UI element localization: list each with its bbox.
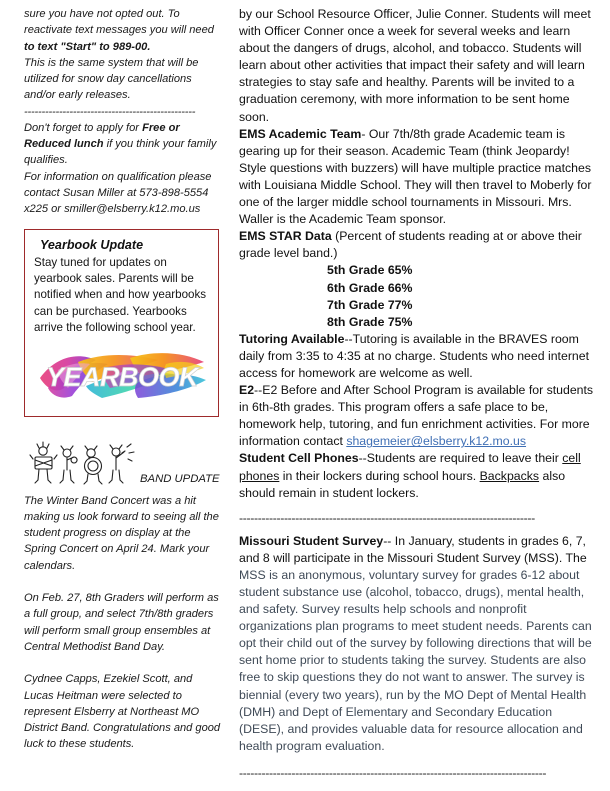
- text-alert-line-4: utilized for snow day cancellations: [24, 73, 192, 86]
- academic-team-heading: EMS Academic Team: [239, 126, 362, 141]
- e2-contact-email-link[interactable]: shagemeier@elsberry.k12.mo.us: [346, 434, 527, 449]
- yearbook-title: Yearbook Update: [40, 237, 144, 252]
- cell-phones-text-2: in their lockers during school hours.: [279, 468, 480, 483]
- tutoring-body: --Tutoring is available in the BRAVES room daily from 3:35 to 4:35 at no charge. Students who need internet access for homework are welcome as well.: [239, 331, 590, 380]
- band-paragraph-3: Cydnee Capps, Ezekiel Scott, and Lucas Heitman were selected to represent Elsberry at Northeast MO District Band. Congratulations and good luck to these students.: [24, 673, 221, 751]
- e2-program-paragraph: [239, 382, 594, 450]
- star-data-subtitle: (Percent of students reading at or above their grade level band.): [239, 229, 582, 261]
- free-reduced-lunch-paragraph: [24, 120, 224, 169]
- star-data-paragraph: [239, 228, 594, 262]
- text-alert-start-instruction: to text "Start" to 989-00.: [24, 40, 151, 53]
- star-data-heading: EMS STAR Data: [239, 229, 332, 244]
- cell-phones-heading: Student Cell Phones: [239, 451, 359, 466]
- tutoring-heading: Tutoring Available: [239, 331, 345, 346]
- cell-phones-underline-2: Backpacks: [479, 468, 540, 483]
- right-spacer-3: [239, 755, 594, 765]
- missouri-survey-body: MSS is an anonymous, voluntary survey for grades 6-12 about student substance use (alcohol, tobacco, drugs), mental health, and safety. Survey results help schools and nonprofit organizations plan programs to meet student needs. Parents can opt their child out of the survey by following directions that will be sent home prior to students taking the survey. Students are also free to skip questions they do not want to answer. The survey is biennial (every two years), run by the MO Dept of Mental Health (DMH) and Dept of Elementary and Secondary Education (DESE), and provides valuable data for resource allocation and health program evaluation.: [239, 567, 592, 753]
- lunch-bold-2: lunch: [73, 138, 104, 151]
- band-paragraph-2: On Feb. 27, 8th Graders will perform as a full group, and select 7th/8th graders will perform small group ensembles at Central Methodist Band Day.: [24, 592, 219, 653]
- text-alert-line-2: reactivate text messages you will need: [24, 24, 214, 37]
- lunch-info-line-4: contact Susan Miller at 573-898-5554: [24, 186, 209, 199]
- cell-phones-text-3: also should remain in student lockers.: [239, 468, 566, 500]
- yearbook-brushstroke-graphic: [34, 344, 210, 406]
- star-grade-row: 6th Grade 66%: [327, 280, 413, 295]
- left-column: [24, 6, 224, 753]
- cell-phones-paragraph: [239, 450, 594, 501]
- yearbook-update-box: [24, 229, 219, 417]
- band-update-heading: BAND UPDATE: [140, 472, 220, 485]
- lunch-text-part-2: if you think your family qualifies.: [24, 138, 217, 167]
- band-figures-sketch: [27, 437, 137, 489]
- lunch-info-line-3: For information on qualification please: [24, 170, 212, 183]
- lunch-bold-1: Free or Reduced: [24, 121, 180, 151]
- star-data-grade-list: [239, 262, 594, 330]
- band-spacer-1: [24, 574, 224, 590]
- marching-band-icon: [27, 437, 137, 489]
- text-alert-line-1: sure you have not opted out. To: [24, 8, 180, 20]
- tutoring-paragraph: [239, 331, 594, 382]
- band-update-header-area: [24, 437, 224, 493]
- yearbook-logo-image: [34, 344, 210, 406]
- cell-phones-underline-1: cell phones: [239, 451, 581, 483]
- band-paragraph-1: The Winter Band Concert was a hit making us look forward to seeing all the student progress on display at the Spring Concert on April 24. Mark your calendars.: [24, 494, 219, 572]
- missouri-survey-intro: -- In January, students in grades 6, 7, and 8 will participate in the Missouri Student Survey (MSS). The: [239, 533, 587, 565]
- right-column: [239, 6, 594, 782]
- star-grade-row: 5th Grade 65%: [327, 263, 413, 278]
- lunch-text-part-1: Don't forget to apply for: [24, 121, 143, 134]
- text-alert-line-3: This is the same system that will be: [24, 56, 199, 69]
- cell-phones-text-1: --Students are required to leave their: [358, 451, 563, 466]
- divider-dashed-3: ----------------------------------------------------------------------------------: [239, 765, 547, 780]
- star-grade-row: 7th Grade 77%: [327, 297, 413, 312]
- divider-dashed-1: -------------------------------------------------: [24, 105, 196, 118]
- academic-team-paragraph: [239, 126, 594, 229]
- dare-program-paragraph: by our School Resource Officer, Julie Conner. Students will meet with Officer Conner once a week for several weeks and learn about the dangers of drugs, alcohol, and tobacco. Students will learn about other activities that impact their safety and will learn strategies to stay safe and healthy. Parents will be invited to a graduation ceremony, with more information to be sent home soon.: [239, 7, 591, 124]
- academic-team-body: - Our 7th/8th grade Academic team is gearing up for their season. Academic Team (think Jeopardy! Style questions with buzzers) will have multiple practice matches with Louisiana Middle School. They will then travel to Moberly for one of the larger middle school tournaments in Missouri. Mrs. Waller is the Academic Team sponsor.: [239, 126, 592, 227]
- e2-heading: E2: [239, 383, 255, 398]
- divider-dashed-2: -------------------------------------------------------------------------------: [239, 510, 535, 525]
- text-alert-line-5: and/or early releases.: [24, 89, 131, 102]
- e2-body: --E2 Before and After School Program is available for students in 6th-8th grades. This program offers a safe place to be, homework help, tutoring, and fun enrichment activities. For more information contact: [239, 383, 594, 449]
- yearbook-body-text: Stay tuned for updates on yearbook sales. Parents will be notified when and how yearbooks can be purchased. Yearbooks arrive the following school year.: [34, 255, 207, 335]
- star-grade-row: 8th Grade 75%: [327, 314, 413, 329]
- missouri-survey-heading: Missouri Student Survey: [239, 533, 384, 548]
- right-spacer-1: [239, 502, 594, 510]
- missouri-survey-paragraph: [239, 533, 594, 755]
- svg-text:YEARBOOK: YEARBOOK: [45, 361, 199, 392]
- lunch-contact-email: x225 or smiller@elsberry.k12.mo.us: [24, 203, 201, 216]
- band-spacer-2: [24, 655, 224, 671]
